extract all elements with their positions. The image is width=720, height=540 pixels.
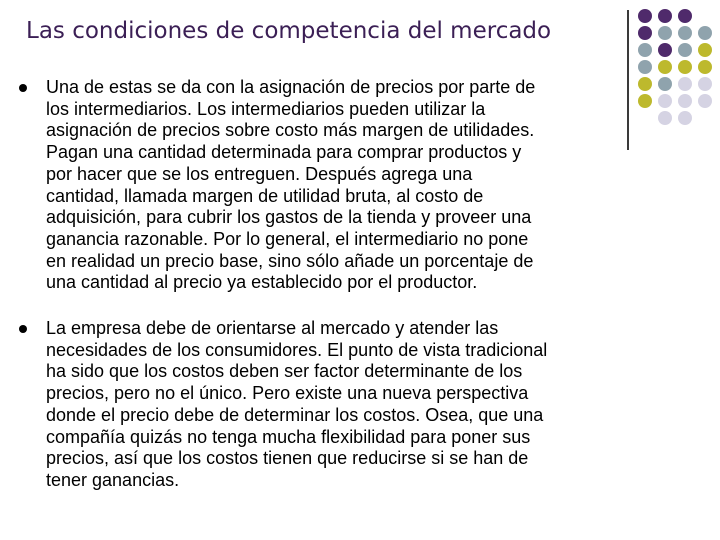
decorative-dot	[698, 26, 712, 40]
text-line: Una de estas se da con la asignación de precios por parte de	[46, 77, 536, 97]
text-line: tener ganancias.	[46, 469, 180, 490]
text-line: los intermediarios. Los intermediarios pueden utilizar la	[46, 98, 486, 119]
text-line: asignación de precios sobre costo más margen de utilidades.	[46, 120, 535, 141]
text-line: una cantidad al precio ya establecido por el productor.	[46, 272, 478, 293]
decorative-dot	[658, 43, 672, 57]
text-line: por hacer que se los entreguen. Después agrega una	[46, 163, 473, 184]
text-line: precios, así que los costos tienen que reducirse si se han de	[46, 448, 529, 469]
text-line: La empresa debe de orientarse al mercado y atender las	[46, 318, 499, 338]
text-line: adquisición, para cubrir los gastos de la tienda y proveer una	[46, 207, 532, 228]
text-line: necesidades de los consumidores. El punto de vista tradicional	[46, 339, 548, 360]
decorative-dot	[638, 9, 652, 23]
text-line: precios, pero no el único. Pero existe una nueva perspectiva	[46, 383, 529, 404]
decorative-dot	[678, 26, 692, 40]
bullet-text	[46, 318, 666, 492]
decorative-dot	[698, 60, 712, 74]
text-line: Pagan una cantidad determinada para comprar productos y	[46, 142, 522, 163]
text-line: donde el precio debe de determinar los costos. Osea, que una	[46, 404, 544, 425]
bullet-text	[46, 77, 666, 294]
text-line: ganancia razonable. Por lo general, el intermediario no pone	[46, 228, 529, 249]
decorative-dot	[698, 77, 712, 91]
bullet-marker	[19, 325, 27, 333]
decorative-dot	[678, 77, 692, 91]
decorative-dot	[638, 60, 652, 74]
decorative-dot	[678, 9, 692, 23]
decorative-dot	[638, 43, 652, 57]
text-line: en realidad un precio base, sino sólo añade un porcentaje de	[46, 250, 534, 271]
decorative-dot	[678, 111, 692, 125]
decorative-dot	[638, 26, 652, 40]
text-line: compañía quizás no tenga mucha flexibilidad para poner sus	[46, 426, 531, 447]
decorative-dot	[658, 9, 672, 23]
text-line: cantidad, llamada margen de utilidad bruta, al costo de	[46, 185, 484, 206]
decorative-dot	[658, 26, 672, 40]
decorative-dot	[658, 60, 672, 74]
decorative-dot	[678, 94, 692, 108]
decorative-dot	[678, 60, 692, 74]
slide-title: Las condiciones de competencia del mercado	[26, 18, 552, 44]
decorative-dot	[698, 43, 712, 57]
bullet-marker	[19, 84, 27, 92]
decorative-dot	[678, 43, 692, 57]
decorative-dot	[698, 94, 712, 108]
text-line: ha sido que los costos deben ser factor determinante de los	[46, 361, 523, 382]
